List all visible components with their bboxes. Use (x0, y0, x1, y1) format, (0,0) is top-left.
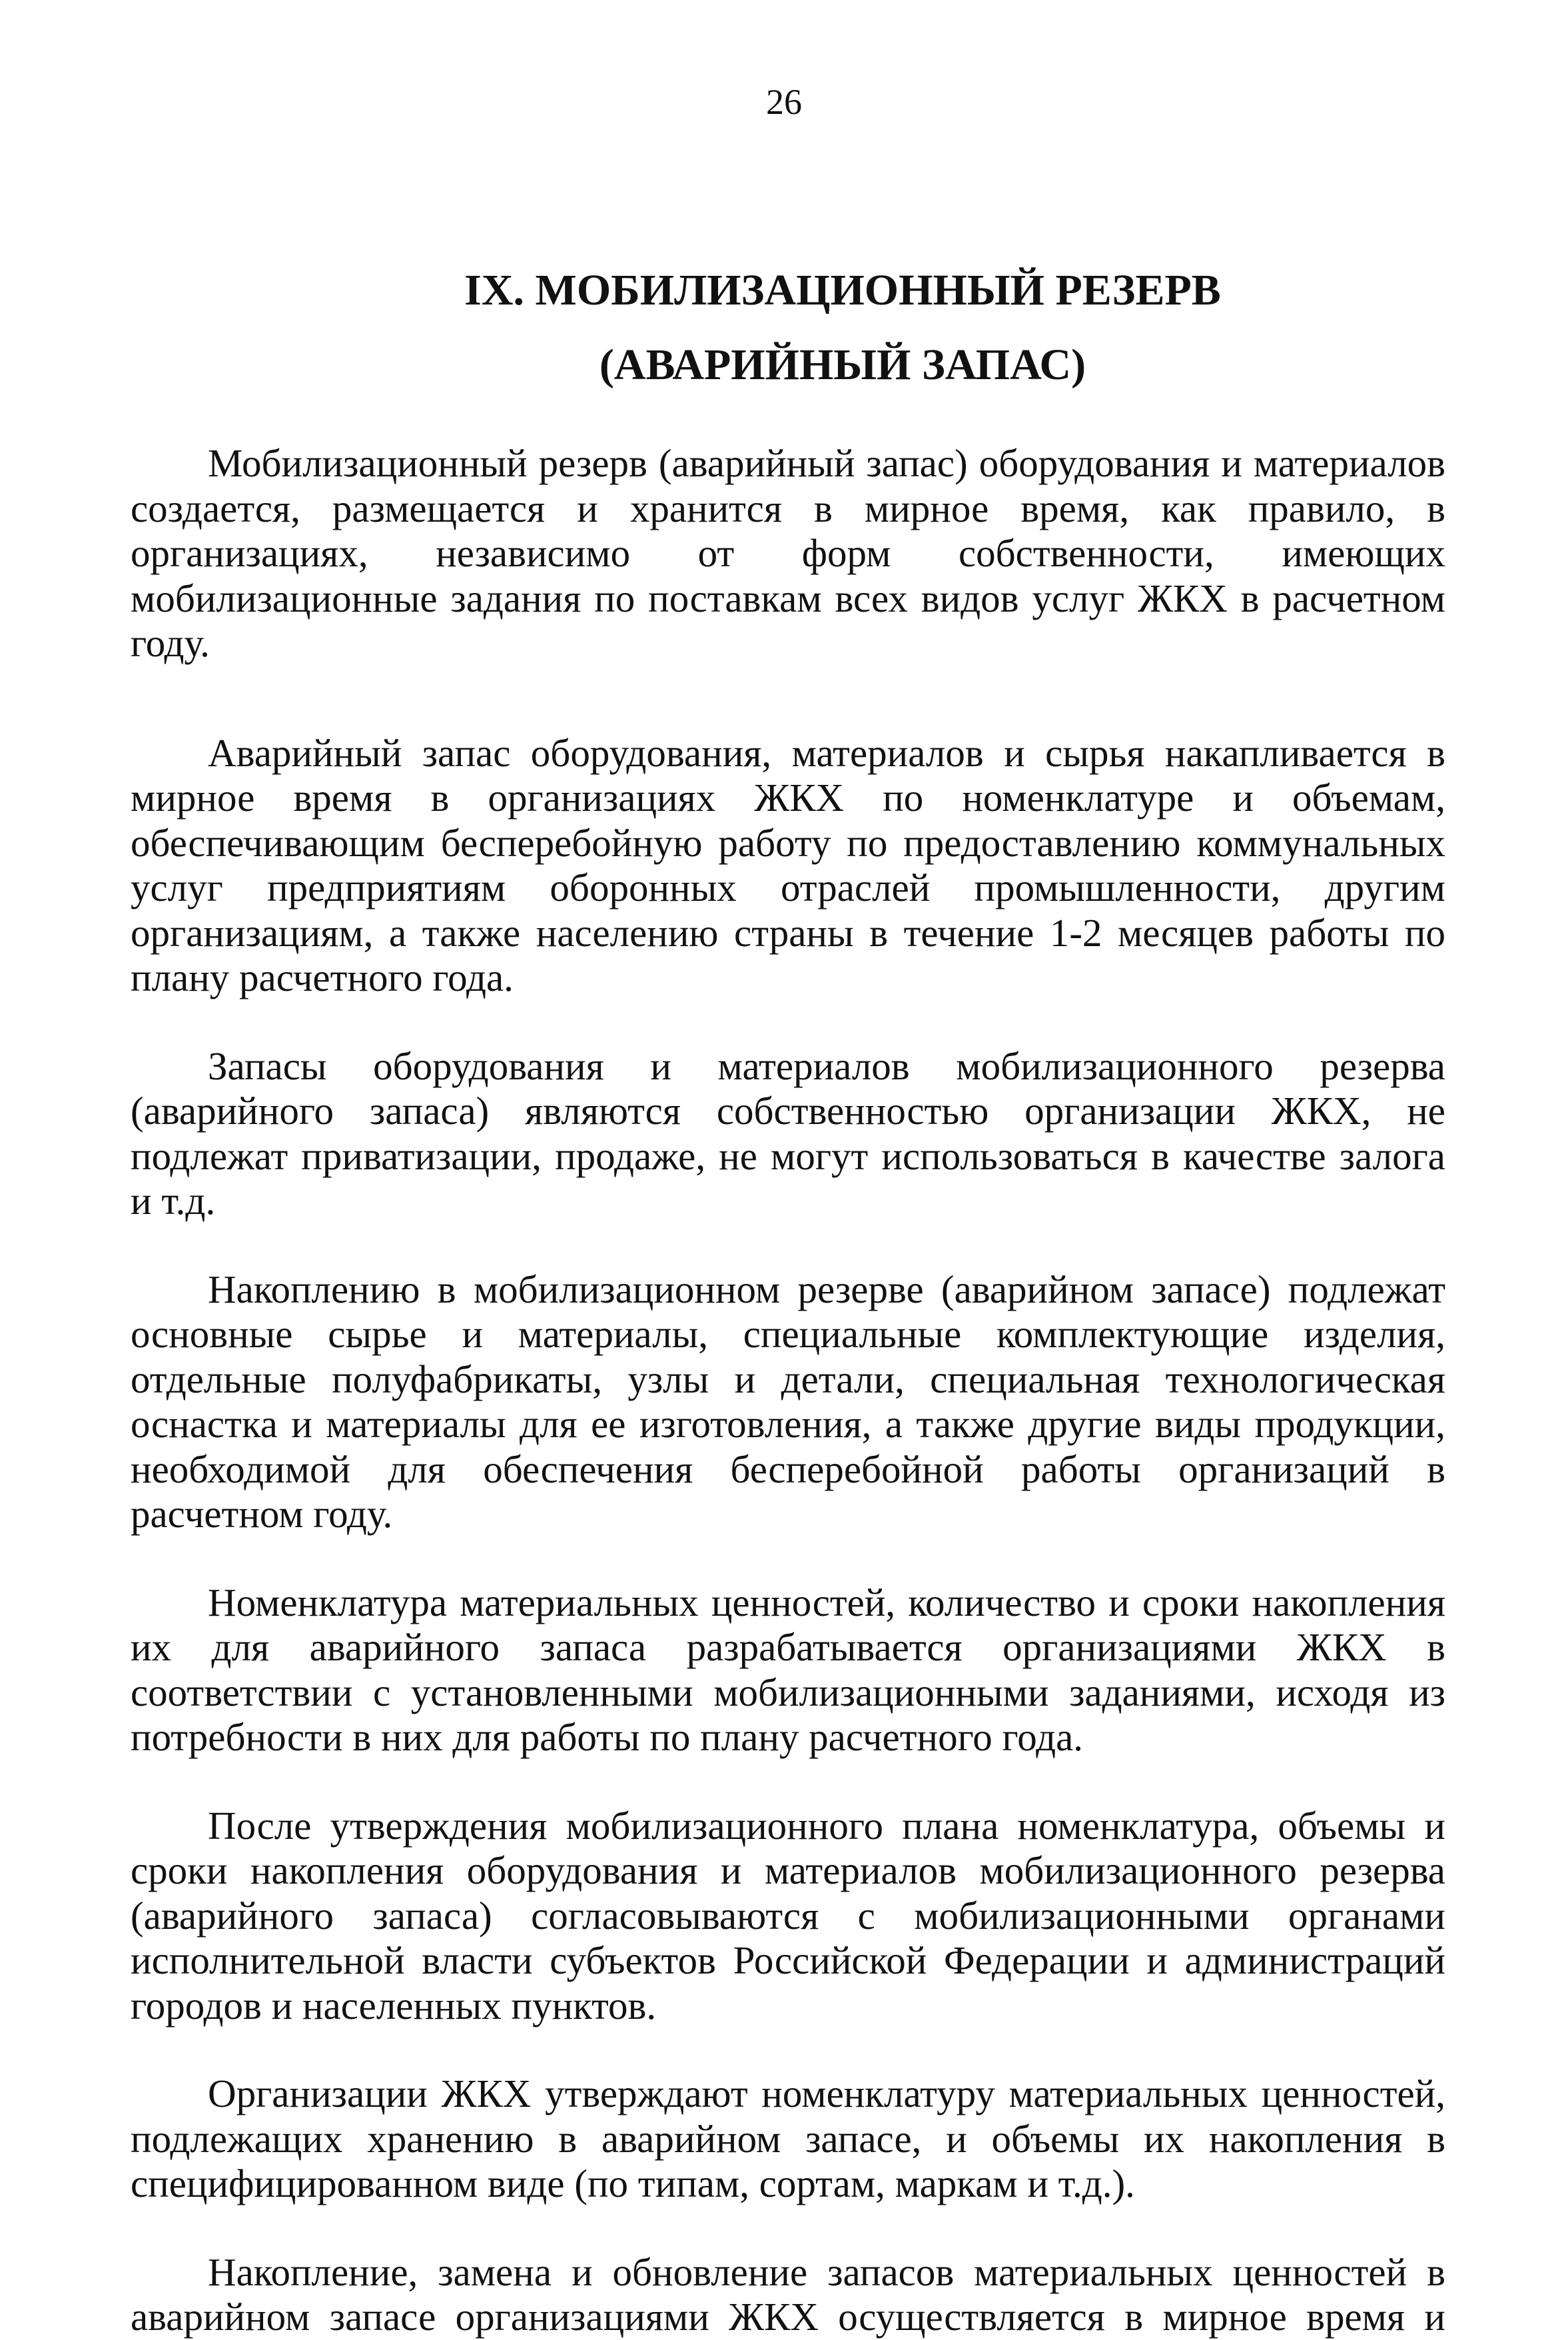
body-text (131, 441, 1445, 2340)
paragraph-2: Аварийный запас оборудования, материалов и сырья накапливается в мирное время в организациях ЖКХ по номенклатуре и объемам, обеспечивающим бесперебойную работу по предоставлению коммунальных услуг предприятиям оборонных отраслей промышленности, другим организациям, а также населению страны в течение 1-2 месяцев работы по плану расчетного года. (131, 730, 1445, 999)
paragraph-7: Организации ЖКХ утверждают номенклатуру материальных ценностей, подлежащих хранению в аварийном запасе, и объемы их накопления в специфицированном виде (по типам, сортам, маркам и т.д.). (131, 2071, 1445, 2205)
paragraph-5: Номенклатура материальных ценностей, количество и сроки накопления их для аварийного запаса разрабатывается организациями ЖКХ в соответствии с установленными мобилизационными заданиями, исходя из потребности в них для работы по плану расчетного года. (131, 1580, 1445, 1759)
section-heading (127, 253, 1465, 402)
section-heading-line-1: IX. МОБИЛИЗАЦИОННЫЙ РЕЗЕРВ (464, 266, 1221, 314)
paragraph-1: Мобилизационный резерв (аварийный запас) оборудования и материалов создается, размещается и хранится в мирное время, как правило, в организациях, независимо от форм собственности, имеющих мобилизационные задания по поставкам всех видов услуг ЖКХ в расчетном году. (131, 441, 1445, 665)
paragraph-4: Накоплению в мобилизационном резерве (аварийном запасе) подлежат основные сырье и материалы, специальные комплектующие изделия, отдельные полуфабрикаты, узлы и детали, специальная технологическая оснастка и материалы для ее изготовления, а также другие виды продукции, необходимой для обеспечения бесперебойной работы организаций в расчетном году. (131, 1267, 1445, 1536)
paragraph-6: После утверждения мобилизационного плана номенклатура, объемы и сроки накопления оборудования и материалов мобилизационного резерва (аварийного запаса) согласовываются с мобилизационными органами исполнительной власти субъектов Российской Федерации и администраций городов и населенных пунктов. (131, 1803, 1445, 2028)
page-number: 26 (766, 82, 802, 122)
section-heading-line-2: (АВАРИЙНЫЙ ЗАПАС) (599, 340, 1086, 389)
paragraph-3: Запасы оборудования и материалов мобилизационного резерва (аварийного запаса) являются собственностью организации ЖКХ, не подлежат приватизации, продаже, не могут использоваться в качестве залога и т.д. (131, 1043, 1445, 1223)
paragraph-8: Накопление, замена и обновление запасов материальных ценностей в аварийном запасе организациями ЖКХ осуществляется в мирное время и (131, 2249, 1445, 2339)
